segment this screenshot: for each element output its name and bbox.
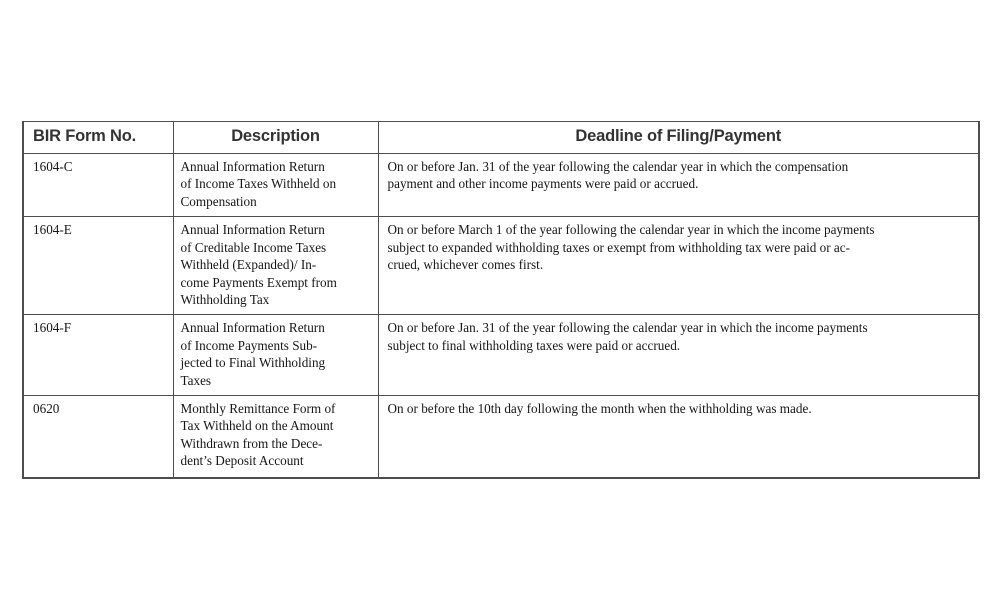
table-row <box>23 315 979 396</box>
description-line: of Creditable Income Taxes <box>180 239 327 255</box>
cell-bir-form-no: 1604-C <box>23 154 173 217</box>
description-line: Annual Information Return <box>180 159 325 174</box>
description-line: come Payments Exempt from <box>180 274 337 290</box>
column-header-deadline-of-filing-payment: Deadline of Filing/Payment <box>378 122 979 154</box>
table-row <box>23 396 979 479</box>
description-line: Tax Withheld on the Amount <box>180 418 334 434</box>
description-line: Compensation <box>180 193 257 209</box>
cell-description <box>173 396 378 479</box>
cell-bir-form-no: 1604-F <box>23 315 173 396</box>
cell-deadline <box>378 396 979 479</box>
cell-description <box>173 154 378 217</box>
description-line: dent’s Deposit Account <box>180 453 304 469</box>
cell-bir-form-no: 0620 <box>23 396 173 479</box>
description-line: Taxes <box>180 372 212 388</box>
description-line: Withheld (Expanded)/ In- <box>180 257 317 273</box>
deadline-line: subject to expanded withholding taxes or exempt from withholding tax were paid or ac- <box>387 239 851 255</box>
deadline-line: subject to final withholding taxes were paid or accrued. <box>387 337 681 353</box>
description-line: Withdrawn from the Dece- <box>180 435 323 451</box>
description-line: Annual Information Return <box>180 222 325 238</box>
deadline-line: On or before Jan. 31 of the year following the calendar year in which the compensation <box>387 159 849 174</box>
table-header-row <box>23 122 979 154</box>
table-body <box>23 154 979 479</box>
bir-forms-deadline-table <box>22 121 980 479</box>
description-line: of Income Taxes Withheld on <box>180 176 337 192</box>
column-header-bir-form-no: BIR Form No. <box>23 122 173 154</box>
deadline-line: On or before March 1 of the year following the calendar year in which the income payments <box>387 222 875 238</box>
deadline-line: payment and other income payments were paid or accrued. <box>387 176 699 192</box>
cell-deadline <box>378 154 979 217</box>
cell-deadline <box>378 315 979 396</box>
deadline-line: crued, whichever comes first. <box>387 257 544 273</box>
cell-bir-form-no: 1604-E <box>23 217 173 315</box>
description-line: Monthly Remittance Form of <box>180 401 336 417</box>
table-header <box>23 122 979 154</box>
cell-deadline <box>378 217 979 315</box>
deadline-line: On or before the 10th day following the month when the withholding was made. <box>387 401 812 417</box>
table-row <box>23 217 979 315</box>
description-line: Withholding Tax <box>180 291 270 307</box>
column-header-description: Description <box>173 122 378 154</box>
description-line: jected to Final Withholding <box>180 355 326 371</box>
cell-description <box>173 315 378 396</box>
cell-description <box>173 217 378 315</box>
description-line: of Income Payments Sub- <box>180 337 318 353</box>
table-row <box>23 154 979 217</box>
description-line: Annual Information Return <box>180 320 325 336</box>
deadline-line: On or before Jan. 31 of the year following the calendar year in which the income payments <box>387 320 868 336</box>
